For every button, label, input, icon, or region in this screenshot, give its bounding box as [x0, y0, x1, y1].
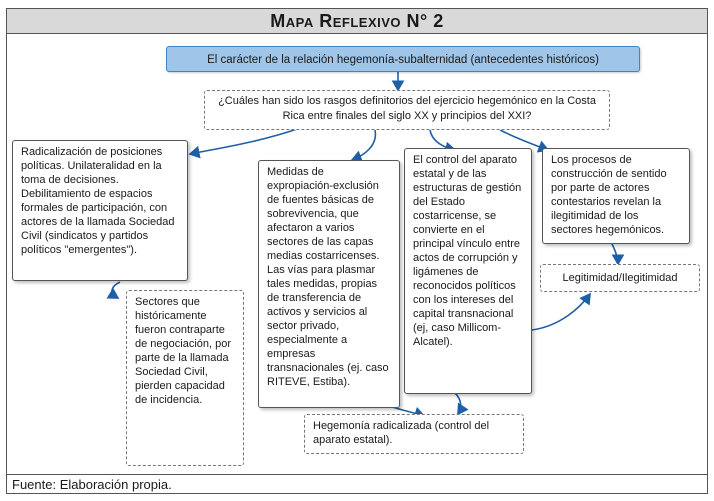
- medidas-label: Medidas de expropiación-exclusión de fuentes básicas de sobrevivencia, que afectaron a varios sectores de las capas medias costarricenses. Las vías para plasmar tales medidas, propias de transferencia de activos y servicios al sector privado, especialmente a empresas transnacionales (ej. caso RITEVE, Estiba).: [267, 166, 389, 388]
- question-label: ¿Cuáles han sido los rasgos definitorios del ejercicio hegemónico en la Costa Rica entre finales del siglo XX y principios del XXI?: [218, 95, 596, 122]
- node-legitimidad: [540, 264, 700, 292]
- link-control-legitimidad: [532, 294, 590, 330]
- node-medidas: [258, 160, 400, 408]
- link-procesos-legitimidad: [612, 244, 618, 264]
- link-question-radicalizacion: [190, 128, 300, 154]
- node-sectores: [126, 290, 244, 466]
- link-control-hegemonia: [455, 393, 461, 414]
- node-control: [404, 148, 532, 394]
- question-node: [204, 90, 610, 130]
- procesos-label: Los procesos de construcción de sentido por parte de actores contestarios revelan la ilegitimidad de los sectores hegemónicos.: [551, 154, 667, 236]
- link-radicalizacion-sectores: [112, 282, 120, 298]
- node-radicalizacion: [12, 140, 188, 281]
- root-node: [166, 46, 640, 72]
- map-title: Mapa Reflexivo N° 2: [270, 11, 444, 31]
- link-question-medidas: [352, 130, 375, 160]
- node-procesos: [542, 148, 690, 244]
- radicalizacion-label: Radicalización de posiciones políticas. Unilateralidad en la toma de decisiones. Debilitamiento de espacios formales de participación, con actores de la llamada Sociedad Civil (sindicatos y partidos políticos "emergentes").: [21, 146, 175, 256]
- hegemonia-label: Hegemonía radicalizada (control del aparato estatal).: [313, 420, 490, 446]
- link-question-procesos: [500, 130, 548, 150]
- root-label: El carácter de la relación hegemonía-subalternidad (antecedentes históricos): [207, 54, 599, 66]
- source-note: Fuente: Elaboración propia.: [12, 477, 172, 492]
- control-label: El control del aparato estatal y de las estructuras de gestión del Estado costarricense, se convierte en el principal vínculo entre actos de corrupción y ligámenes de reconocidos políticos con los intereses del capital transnacional (ej, caso Millicom-Alcatel).: [413, 154, 522, 348]
- legitimidad-label: Legitimidad/Ilegitimidad: [562, 272, 678, 284]
- footer-divider: [6, 474, 708, 475]
- link-question-control: [430, 130, 455, 150]
- sectores-label: Sectores que históricamente fueron contraparte de negociación, por parte de la llamada Sociedad Civil, pierden capacidad de incidencia.: [135, 296, 232, 406]
- node-hegemonia: [304, 414, 524, 454]
